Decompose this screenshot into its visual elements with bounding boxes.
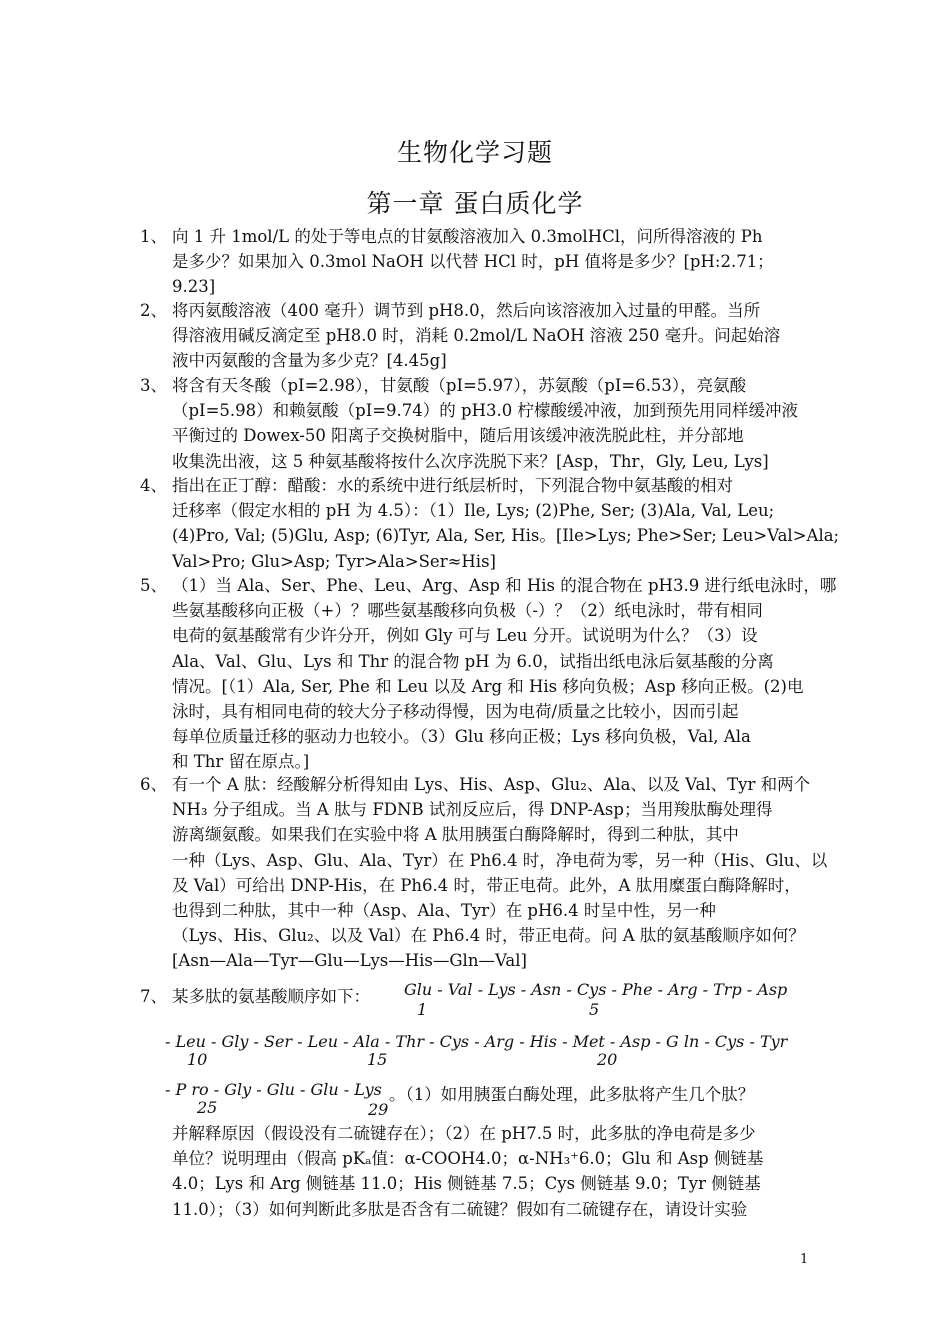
question-1 [140, 224, 812, 300]
question-line: （pI=5.98）和赖氨酸（pI=9.74）的 pH3.0 柠檬酸缓冲液，加到预先用同样缓冲液 [172, 401, 798, 421]
question-line: 些氨基酸移向正极（+）？哪些氨基酸移向负极（-）？（2）纸电泳时，带有相同 [172, 601, 763, 621]
question-line: 有一个 A 肽：经酸解分析得知由 Lys、His、Asp、Glu₂、Ala、以及 Val、Tyr 和两个 [172, 775, 811, 794]
question-line: 迁移率（假定水相的 pH 为 4.5）：（1）Ile, Lys; (2)Phe, Ser; (3)Ala, Val, Leu; [172, 501, 775, 521]
question-3 [140, 373, 812, 474]
sequence-row-1: Glu - Val - Lys - Asn - Cys - Phe - Arg - Trp - Asp [404, 980, 788, 999]
question-4 [140, 473, 840, 574]
chapter-title: 第一章 蛋白质化学 [366, 189, 584, 218]
question-line: 电荷的氨基酸常有少许分开，例如 Gly 可与 Leu 分开。试说明为什么？（3）设 [172, 626, 758, 646]
question-line: 得溶液用碱反滴定至 pH8.0 时，消耗 0.2mol/L NaOH 溶液 250 毫升。问起始溶 [172, 326, 781, 346]
question-number: 6、 [140, 775, 167, 794]
question-line: 收集洗出液，这 5 种氨基酸将按什么次序洗脱下来？[Asp，Thr，Gly, Leu, Lys] [172, 451, 769, 471]
sequence-index: 15 [367, 1050, 388, 1069]
question-line: 单位？说明理由（假高 pKₐ值：α-COOH4.0；α-NH₃⁺6.0；Glu 和 Asp 侧链基 [172, 1149, 764, 1169]
question-line: 情况。[（1）Ala, Ser, Phe 和 Leu 以及 Arg 和 His 移向负极；Asp 移向正极。(2)电 [172, 676, 804, 696]
question-line: 液中丙氨酸的含量为多少克？[4.45g] [172, 351, 447, 371]
question-7-continued [140, 1121, 812, 1222]
question-line: 一种（Lys、Asp、Glu、Ala、Tyr）在 Ph6.4 时，净电荷为零，另一种（His、Glu、以 [172, 850, 828, 870]
question-line: 将含有天冬酸（pI=2.98），甘氨酸（pI=5.97），苏氨酸（pI=6.53），亮氨酸 [172, 376, 747, 395]
question-number: 2、 [140, 301, 167, 320]
question-7-body [389, 1082, 819, 1107]
sequence-row-3: - P ro - Gly - Glu - Glu - Lys [165, 1080, 382, 1099]
question-line: 并解释原因（假设没有二硫键存在）；（2）在 pH7.5 时，此多肽的净电荷是多少 [172, 1124, 756, 1143]
question-line: NH₃ 分子组成。当 A 肽与 FDNB 试剂反应后，得 DNP-Asp；当用羧肽酶处理得 [172, 800, 773, 820]
question-number: 7、 [140, 987, 167, 1006]
question-line: [Asn—Ala—Tyr—Glu—Lys—His—Gln—Val] [172, 951, 527, 971]
question-line: 将丙氨酸溶液（400 毫升）调节到 pH8.0，然后向该溶液加入过量的甲醛。当所 [172, 301, 761, 320]
question-line: 。（1）如用胰蛋白酶处理，此多肽将产生几个肽？ [389, 1085, 755, 1104]
page-number: 1 [800, 1252, 809, 1267]
question-6 [140, 772, 828, 974]
question-number: 3、 [140, 376, 167, 395]
question-line: （Lys、His、Glu₂、以及 Val）在 Ph6.4 时，带正电荷。问 A 肽的氨基酸顺序如何？ [172, 926, 805, 946]
question-2 [140, 298, 812, 374]
sequence-index: 29 [368, 1100, 389, 1119]
question-line: 游离缬氨酸。如果我们在实验中将 A 肽用胰蛋白酶降解时，得到二种肽，其中 [172, 825, 739, 845]
question-line: 11.0）；（3）如何判断此多肽是否含有二硫键？假如有二硫键存在，请设计实验 [172, 1199, 748, 1219]
question-line: 及 Val）可给出 DNP-His，在 Ph6.4 时，带正电荷。此外，A 肽用糜蛋白酶降解时， [172, 875, 801, 895]
question-line: (4)Pro, Val; (5)Glu, Asp; (6)Tyr, Ala, Ser, His。[Ile>Lys; Phe>Ser; Leu>Val>Ala; [172, 526, 840, 546]
sequence-index: 1 [417, 1000, 428, 1019]
question-line: 9.23] [172, 277, 216, 297]
question-line: 泳时，具有相同电荷的较大分子移动得慢，因为电荷/质量之比较小，因而引起 [172, 702, 739, 722]
sequence-row-2: - Leu - Gly - Ser - Leu - Ala - Thr - Cys - Arg - His - Met - Asp - G ln - Cys - Tyr [165, 1032, 788, 1051]
question-number: 4、 [140, 476, 167, 495]
question-line: 每单位质量迁移的驱动力也较小。（3）Glu 移向正极；Lys 移向负极，Val, Ala [172, 727, 751, 747]
sequence-index: 10 [187, 1050, 208, 1069]
question-line: （1）当 Ala、Ser、Phe、Leu、Arg、Asp 和 His 的混合物在 pH3.9 进行纸电泳时，哪 [172, 576, 837, 595]
question-line: Val>Pro; Glu>Asp; Tyr>Ala>Ser≈His] [172, 551, 496, 571]
question-5 [140, 573, 837, 775]
question-line: 某多肽的氨基酸顺序如下： [172, 987, 370, 1006]
sequence-index: 25 [197, 1098, 218, 1117]
sequence-index: 5 [589, 1000, 600, 1019]
sequence-index: 20 [597, 1050, 618, 1069]
question-line: 也得到二种肽，其中一种（Asp、Ala、Tyr）在 pH6.4 时呈中性，另一种 [172, 901, 716, 921]
question-line: 指出在正丁醇：醋酸：水的系统中进行纸层析时，下列混合物中氨基酸的相对 [172, 476, 733, 495]
doc-title: 生物化学习题 [396, 138, 553, 167]
question-line: 平衡过的 Dowex-50 阳离子交换树脂中，随后用该缓冲液洗脱此柱，并分部地 [172, 426, 744, 446]
question-line: 和 Thr 留在原点。] [172, 752, 310, 772]
question-number: 5、 [140, 576, 167, 595]
question-line: 4.0；Lys 和 Arg 侧链基 11.0；His 侧链基 7.5；Cys 侧链基 9.0；Tyr 侧链基 [172, 1174, 761, 1194]
question-line: 是多少？如果加入 0.3mol NaOH 以代替 HCl 时，pH 值将是多少？[pH:2.71； [172, 252, 774, 272]
question-number: 1、 [140, 227, 167, 246]
question-line: 向 1 升 1mol/L 的处于等电点的甘氨酸溶液加入 0.3molHCl，问所得溶液的 Ph [172, 227, 763, 246]
question-line: Ala、Val、Glu、Lys 和 Thr 的混合物 pH 为 6.0，试指出纸电泳后氨基酸的分离 [172, 651, 774, 671]
